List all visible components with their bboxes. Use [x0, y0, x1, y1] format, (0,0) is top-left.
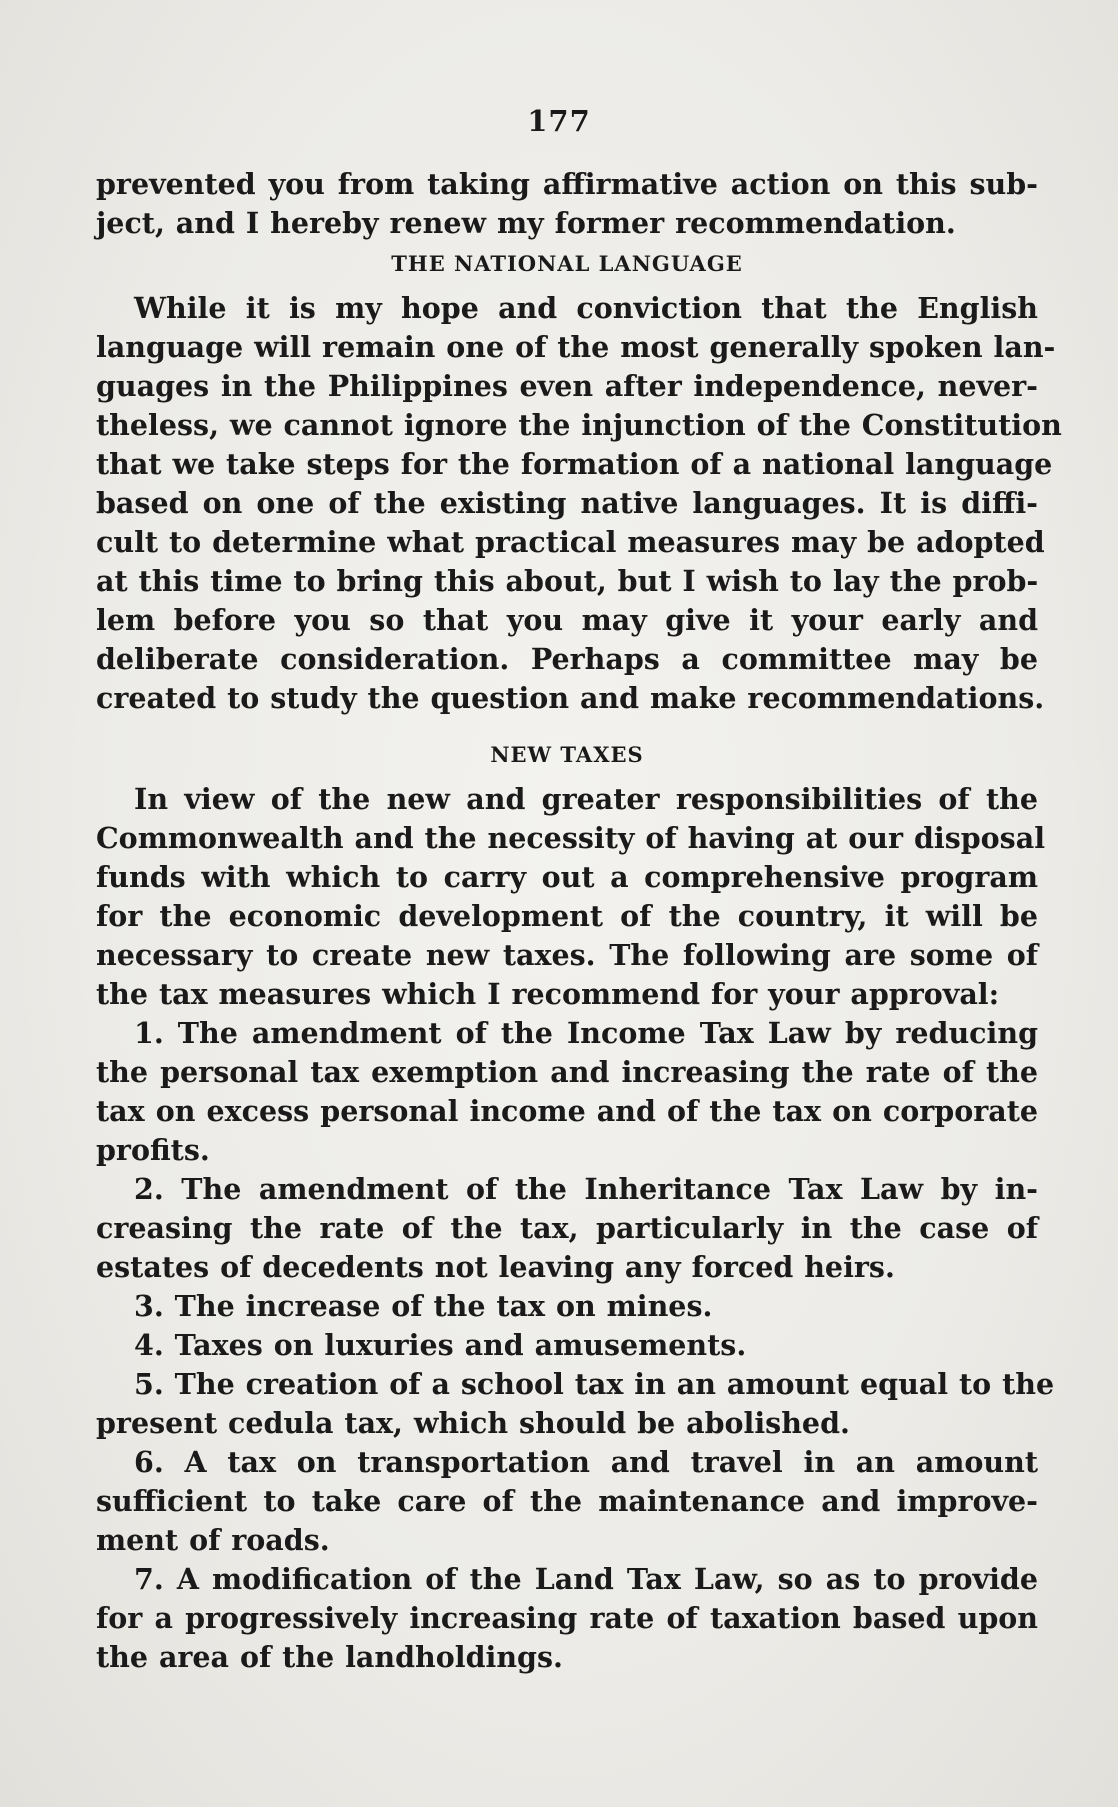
text-line: ject, and I hereby renew my former recommendation. [96, 206, 956, 240]
text-line: lem before you so that you may give it your early and [96, 603, 1038, 637]
tax-item-2 [96, 1170, 1038, 1287]
intro-paragraph [96, 165, 1038, 243]
text-line: 5. The creation of a school tax in an amount equal to the [134, 1367, 1055, 1401]
text-line: for a progressively increasing rate of taxation based upon [96, 1601, 1038, 1635]
text-line: 4. Taxes on luxuries and amusements. [134, 1328, 747, 1362]
text-line: In view of the new and greater responsibilities of the [134, 782, 1038, 816]
text-line: the tax measures which I recommend for your approval: [96, 977, 1000, 1011]
text-line: profits. [96, 1133, 210, 1167]
tax-item-4 [96, 1326, 1038, 1365]
text-line: tax on excess personal income and of the tax on corporate [96, 1094, 1038, 1128]
text-line: sufficient to take care of the maintenance and improve- [96, 1484, 1038, 1518]
text-line: that we take steps for the formation of a national language [96, 447, 1053, 481]
text-line: creasing the rate of the tax, particularly in the case of [96, 1211, 1038, 1245]
section-heading-national-language: THE NATIONAL LANGUAGE [391, 251, 743, 276]
tax-item-3 [96, 1287, 1038, 1326]
text-line: estates of decedents not leaving any forced heirs. [96, 1250, 895, 1284]
text-line: 6. A tax on transportation and travel in an amount [134, 1445, 1038, 1479]
text-line: 2. The amendment of the Inheritance Tax Law by in- [134, 1172, 1038, 1206]
text-line: 7. A modification of the Land Tax Law, so as to provide [134, 1562, 1038, 1596]
text-line: language will remain one of the most generally spoken lan- [96, 330, 1056, 364]
text-line: Commonwealth and the necessity of having at our disposal [96, 821, 1046, 855]
text-line: present cedula tax, which should be abolished. [96, 1406, 850, 1440]
text-line: guages in the Philippines even after independence, never- [96, 369, 1038, 403]
text-line: 3. The increase of the tax on mines. [134, 1289, 713, 1323]
text-line: prevented you from taking affirmative action on this sub- [96, 167, 1038, 201]
text-line: the personal tax exemption and increasing the rate of the [96, 1055, 1038, 1089]
new-taxes-intro-paragraph [96, 780, 1046, 1014]
national-language-paragraph [96, 289, 1062, 718]
text-line: necessary to create new taxes. The following are some of [96, 938, 1038, 972]
tax-item-5 [96, 1365, 1055, 1443]
tax-item-7 [96, 1560, 1038, 1677]
tax-item-1 [96, 1014, 1038, 1170]
text-line: theless, we cannot ignore the injunction of the Constitution [96, 408, 1062, 442]
text-line: 1. The amendment of the Income Tax Law by reducing [134, 1016, 1038, 1050]
section-heading-new-taxes: NEW TAXES [490, 742, 644, 767]
tax-item-6 [96, 1443, 1038, 1560]
text-line: created to study the question and make recommendations. [96, 681, 1045, 715]
page-content [96, 165, 1062, 1677]
text-line: cult to determine what practical measures may be adopted [96, 525, 1045, 559]
text-line: at this time to bring this about, but I wish to lay the prob- [96, 564, 1039, 598]
text-line: based on one of the existing native languages. It is diffi- [96, 486, 1038, 520]
text-line: funds with which to carry out a comprehensive program [96, 860, 1038, 894]
text-line: for the economic development of the country, it will be [96, 899, 1038, 933]
page-number: 177 [527, 104, 591, 138]
text-line: While it is my hope and conviction that the English [134, 291, 1038, 325]
text-line: deliberate consideration. Perhaps a committee may be [96, 642, 1038, 676]
text-line: the area of the landholdings. [96, 1640, 563, 1674]
text-line: ment of roads. [96, 1523, 330, 1557]
